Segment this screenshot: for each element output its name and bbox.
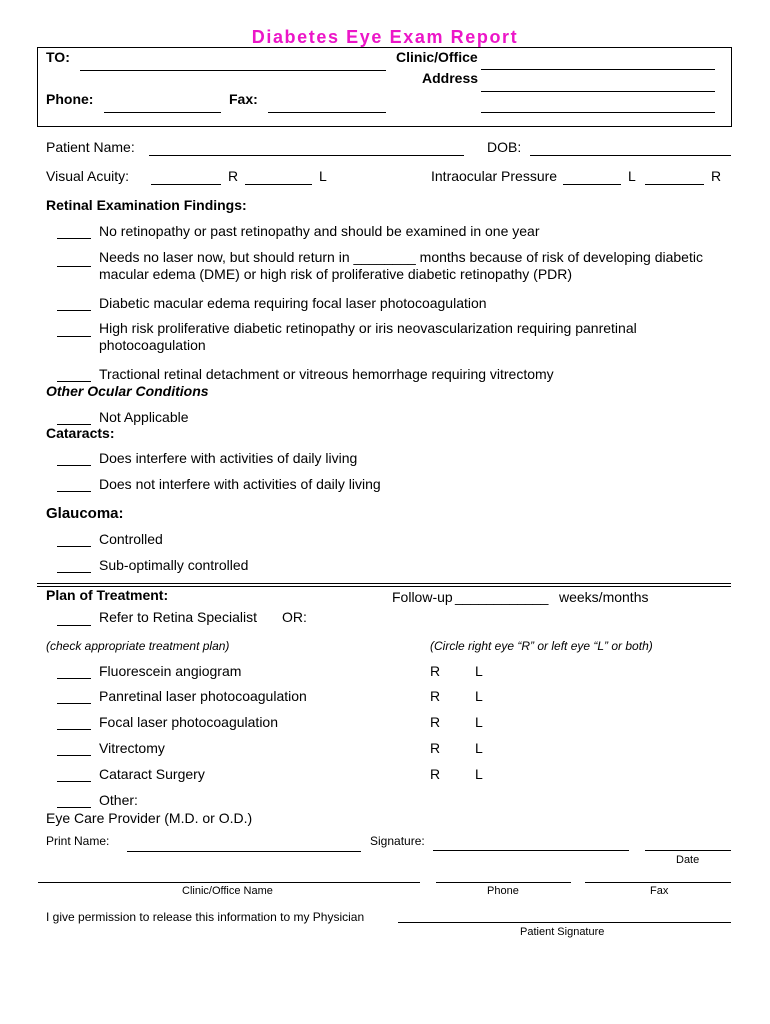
signature-label: Signature: [370, 834, 425, 848]
checkbox-line[interactable] [57, 336, 91, 337]
to-field[interactable] [80, 70, 386, 71]
checkbox-line[interactable] [57, 781, 91, 782]
cataract-item: Does interfere with activities of daily living [99, 450, 358, 466]
eye-r[interactable]: R [430, 714, 441, 730]
checkbox-line[interactable] [57, 546, 91, 547]
checkbox-line[interactable] [57, 755, 91, 756]
retinal-item: High risk proliferative diabetic retinopathy or iris neovascularization requiring panretinal [99, 320, 637, 336]
address-label: Address [422, 70, 479, 86]
eye-l[interactable]: L [475, 714, 483, 730]
refer-label: Refer to Retina Specialist [99, 609, 257, 625]
glaucoma-heading: Glaucoma: [46, 505, 124, 522]
other-treatment-label: Other: [99, 792, 138, 808]
retinal-item: Needs no laser now, but should return in ________ months because of risk of developing diabetic [99, 249, 703, 265]
checkbox-line[interactable] [57, 266, 91, 267]
glaucoma-item: Controlled [99, 531, 163, 547]
section-divider [37, 583, 731, 584]
eye-r[interactable]: R [430, 766, 441, 782]
checkbox-line[interactable] [57, 703, 91, 704]
fax-field-footer[interactable] [585, 882, 731, 883]
or-label: OR: [282, 609, 307, 625]
checkbox-line[interactable] [57, 381, 91, 382]
phone-field-footer[interactable] [436, 882, 571, 883]
address-field-1[interactable] [481, 91, 715, 92]
treatment-item: Fluorescein angiogram [99, 663, 242, 679]
print-name-field[interactable] [127, 851, 361, 852]
to-label: TO: [46, 49, 70, 65]
followup-units: weeks/months [559, 589, 649, 605]
retinal-item-continued: photocoagulation [99, 337, 206, 353]
visual-acuity-r: R [228, 168, 239, 184]
cataract-item: Does not interfere with activities of daily living [99, 476, 381, 492]
fax-label-footer: Fax [650, 885, 669, 897]
eye-l[interactable]: L [475, 766, 483, 782]
iop-left-field[interactable] [563, 184, 621, 185]
clinic-name-field[interactable] [38, 882, 420, 883]
address-field-2[interactable] [481, 112, 715, 113]
eye-r[interactable]: R [430, 740, 441, 756]
not-applicable-label: Not Applicable [99, 409, 189, 425]
eye-r[interactable]: R [430, 688, 441, 704]
fax-field[interactable] [268, 112, 386, 113]
clinic-office-field[interactable] [481, 69, 715, 70]
checkbox-line[interactable] [57, 572, 91, 573]
checkbox-line[interactable] [57, 310, 91, 311]
eye-r[interactable]: R [430, 663, 441, 679]
retinal-item: No retinopathy or past retinopathy and should be examined in one year [99, 223, 540, 239]
patient-signature-label: Patient Signature [520, 926, 605, 938]
glaucoma-item: Sub-optimally controlled [99, 557, 249, 573]
cataracts-heading: Cataracts: [46, 425, 115, 441]
iop-l: L [628, 168, 636, 184]
visual-acuity-label: Visual Acuity: [46, 168, 130, 184]
patient-name-field[interactable] [149, 155, 464, 156]
checkbox-line[interactable] [57, 465, 91, 466]
iop-r: R [711, 168, 722, 184]
clinic-office-label: Clinic/Office [396, 49, 478, 65]
plan-heading: Plan of Treatment: [46, 587, 169, 603]
visual-acuity-left-field[interactable] [245, 184, 312, 185]
phone-field[interactable] [104, 112, 221, 113]
followup-field[interactable]: ____________ [455, 589, 549, 605]
retinal-item: Diabetic macular edema requiring focal laser photocoagulation [99, 295, 487, 311]
phone-label-footer: Phone [487, 885, 519, 897]
other-ocular-heading: Other Ocular Conditions [46, 383, 209, 399]
fax-label: Fax: [229, 91, 258, 107]
checkbox-line[interactable] [57, 729, 91, 730]
date-field[interactable] [645, 850, 731, 851]
patient-signature-field[interactable] [398, 922, 731, 923]
checkbox-line[interactable] [57, 491, 91, 492]
recipient-box [37, 47, 732, 127]
signature-field[interactable] [433, 850, 629, 851]
patient-name-label: Patient Name: [46, 139, 135, 155]
checkbox-line[interactable] [57, 238, 91, 239]
followup-label: Follow-up [392, 589, 453, 605]
retinal-heading: Retinal Examination Findings: [46, 197, 247, 213]
dob-field[interactable] [530, 155, 731, 156]
iop-label: Intraocular Pressure [431, 168, 558, 184]
retinal-item-continued: macular edema (DME) or high risk of proliferative diabetic retinopathy (PDR) [99, 266, 573, 282]
page-title: Diabetes Eye Exam Report [251, 27, 519, 47]
permission-text: I give permission to release this information to my Physician [46, 910, 365, 924]
iop-right-field[interactable] [645, 184, 704, 185]
dob-label: DOB: [487, 139, 522, 155]
provider-label: Eye Care Provider (M.D. or O.D.) [46, 810, 253, 826]
checkbox-line[interactable] [57, 807, 91, 808]
circle-note: (Circle right eye “R” or left eye “L” or both) [430, 639, 653, 653]
treatment-item: Focal laser photocoagulation [99, 714, 279, 730]
visual-acuity-l: L [319, 168, 327, 184]
treatment-item: Panretinal laser photocoagulation [99, 688, 307, 704]
retinal-item: Tractional retinal detachment or vitreous hemorrhage requiring vitrectomy [99, 366, 554, 382]
eye-l[interactable]: L [475, 663, 483, 679]
treatment-item: Cataract Surgery [99, 766, 205, 782]
date-label: Date [676, 854, 700, 866]
eye-l[interactable]: L [475, 688, 483, 704]
checkbox-line[interactable] [57, 678, 91, 679]
visual-acuity-right-field[interactable] [151, 184, 221, 185]
eye-l[interactable]: L [475, 740, 483, 756]
phone-label: Phone: [46, 91, 94, 107]
clinic-name-label: Clinic/Office Name [182, 885, 273, 897]
treatment-item: Vitrectomy [99, 740, 165, 756]
check-note: (check appropriate treatment plan) [46, 639, 230, 653]
checkbox-line[interactable] [57, 625, 91, 626]
print-name-label: Print Name: [46, 834, 110, 848]
